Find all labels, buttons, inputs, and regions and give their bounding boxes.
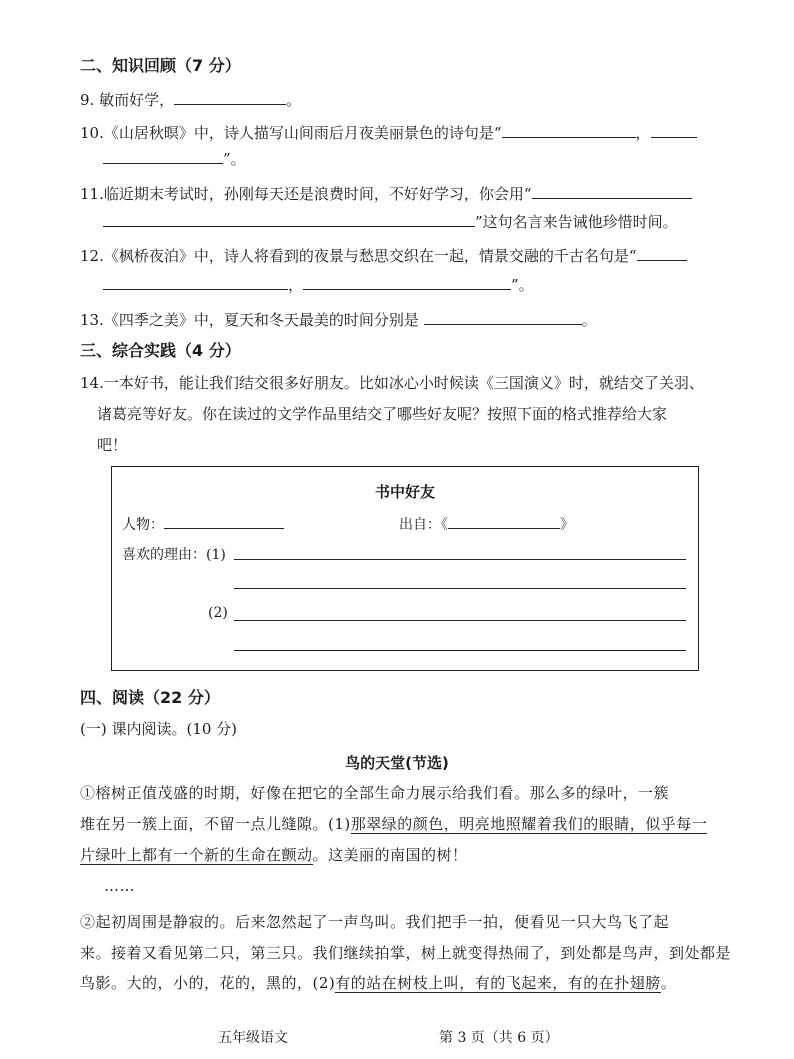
section-heading-reading: 四、阅读（22 分） <box>80 688 220 707</box>
question-end: 。 <box>286 91 302 109</box>
question-text: 敏而好学， <box>99 91 175 109</box>
question-14-line3: 吧！ <box>97 436 128 454</box>
reason-1-line-2[interactable] <box>234 588 686 589</box>
reason-1-line-1[interactable] <box>234 559 686 560</box>
section-heading-knowledge: 二、知识回顾（7 分） <box>80 56 241 75</box>
footer-subject: 五年级语文 <box>218 1030 288 1046</box>
underlined-sentence-1: 那翠绿的颜色，明亮地照耀着我们的眼睛，似乎每一 <box>350 815 708 833</box>
passage-title: 鸟的天堂(节选) <box>345 754 449 772</box>
book-bracket-close: 》 <box>560 517 574 533</box>
reason-label: 喜欢的理由：(1) <box>122 547 226 563</box>
passage-text: 。这美丽的南国的树！ <box>312 846 468 864</box>
source-input[interactable] <box>448 514 560 529</box>
passage-p1-line1: ①榕树正值茂盛的时期，好像在把它的全部生命力展示给我们看。那么多的绿叶，一簇 <box>80 784 670 802</box>
question-number: 12. <box>80 247 104 265</box>
section-heading-practice: 三、综合实践（4 分） <box>80 341 241 360</box>
question-end: ”。 <box>223 150 246 168</box>
question-text: 临近期末考试时，孙刚每天还是浪费时间，不好好学习，你会用“ <box>103 185 532 203</box>
passage-p2-line1: ②起初周围是静寂的。后来忽然起了一声鸟叫。我们把手一拍，便看见一只大鸟飞了起 <box>80 913 670 931</box>
question-end: ”。 <box>511 276 534 294</box>
reason-2-label: (2) <box>208 605 228 621</box>
answer-blank[interactable] <box>424 310 582 325</box>
reason-2-line-1[interactable] <box>234 620 686 621</box>
person-input[interactable] <box>164 514 284 529</box>
question-14 <box>80 373 704 393</box>
question-11-cont <box>103 212 678 232</box>
question-10 <box>80 123 697 143</box>
book-bracket-open: 《 <box>441 517 448 533</box>
question-number: 13. <box>80 311 104 329</box>
question-number: 11. <box>80 185 104 203</box>
source-label: 出自： <box>399 517 441 533</box>
book-friend-card <box>111 466 699 671</box>
answer-blank[interactable] <box>303 275 511 290</box>
question-text: 《四季之美》中，夏天和冬天最美的时间分别是 <box>103 311 419 329</box>
question-11 <box>80 184 692 204</box>
passage-text: 堆在另一簇上面，不留一点儿缝隙。(1) <box>80 815 351 833</box>
person-label: 人物： <box>122 517 164 533</box>
answer-blank[interactable] <box>103 275 288 290</box>
passage-ellipsis: …… <box>104 877 135 895</box>
question-number: 10. <box>80 124 104 142</box>
passage-p1-line2 <box>80 814 707 834</box>
footer-page-number: 第 3 页（共 6 页） <box>439 1030 559 1046</box>
passage-p1-line3 <box>80 845 468 865</box>
passage-p2-line3 <box>80 973 676 993</box>
passage-text: 。 <box>660 974 677 992</box>
question-number: 9. <box>80 91 95 109</box>
answer-blank[interactable] <box>637 246 687 261</box>
question-10-cont <box>103 149 246 169</box>
passage-text: 鸟影。大的，小的，花的，黑的，(2) <box>80 974 336 992</box>
question-number: 14. <box>80 374 104 392</box>
underlined-sentence-2: 有的站在树枝上叫，有的飞起来，有的在扑翅膀 <box>335 974 661 992</box>
answer-blank[interactable] <box>651 123 697 138</box>
underlined-sentence-1-cont: 片绿叶上都有一个新的生命在颤动 <box>80 846 313 864</box>
question-end: ”这句名言来告诫他珍惜时间。 <box>475 213 678 231</box>
question-13 <box>80 310 597 330</box>
question-end: 。 <box>581 311 597 329</box>
answer-blank[interactable] <box>502 123 636 138</box>
question-text: 《枫桥夜泊》中，诗人将看到的夜景与愁思交织在一起，情景交融的千古名句是“ <box>103 247 637 265</box>
reason-2-line-2[interactable] <box>234 650 686 651</box>
source-field <box>399 514 574 534</box>
reading-subheading: (一) 课内阅读。(10 分) <box>80 720 238 738</box>
passage-p2-line2: 来。接着又看见第二只，第三只。我们继续拍掌，树上就变得热闹了，到处都是鸟声，到处都是 <box>80 944 732 962</box>
question-9 <box>80 90 301 110</box>
person-field <box>122 514 284 534</box>
question-text: 《山居秋暝》中，诗人描写山间雨后月夜美丽景色的诗句是“ <box>103 124 502 142</box>
question-12 <box>80 246 687 266</box>
answer-blank[interactable] <box>103 149 223 164</box>
question-comma: ， <box>288 276 304 294</box>
card-title: 书中好友 <box>374 483 435 501</box>
question-text: 一本好书，能让我们结交很多好朋友。比如冰心小时候读《三国演义》时，就结交了关羽、 <box>103 374 704 392</box>
answer-blank[interactable] <box>174 90 286 105</box>
answer-blank[interactable] <box>103 212 475 227</box>
question-14-line2: 诸葛亮等好友。你在读过的文学作品里结交了哪些好友呢？按照下面的格式推荐给大家 <box>97 405 668 423</box>
question-comma: ， <box>635 124 651 142</box>
question-12-cont <box>103 275 534 295</box>
answer-blank[interactable] <box>532 184 692 199</box>
